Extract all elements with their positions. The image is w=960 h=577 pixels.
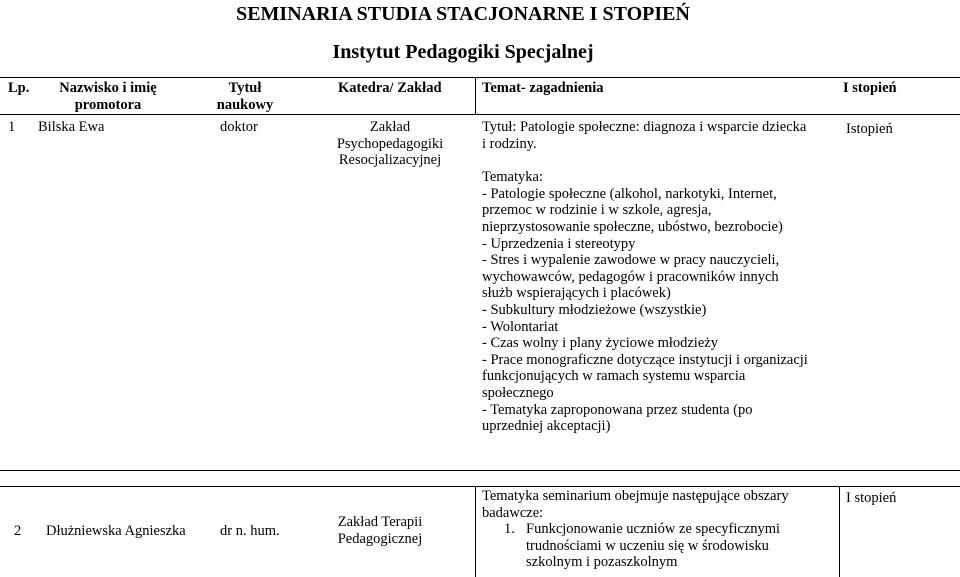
- row1-topic-line: społecznego: [482, 384, 554, 401]
- row1-topic-line: - Patologie społeczne (alkohol, narkotyki, Internet,: [482, 185, 777, 202]
- row2-topic-item-line: szkolnym i pozaszkolnym: [526, 554, 678, 571]
- row2-topic-item-line: Funkcjonowanie uczniów ze specyficznymi: [526, 521, 781, 538]
- row1-dept-line: Resocjalizacyjnej: [338, 152, 442, 169]
- header-title-line2: naukowy: [216, 96, 274, 113]
- row2-level: I stopień: [846, 490, 897, 506]
- row1-topic-line: - Uprzedzenia i stereotypy: [482, 235, 636, 252]
- row1-topic-line: - Wolontariat: [482, 318, 559, 335]
- row1-dept: [320, 119, 460, 169]
- row1-topic-line: służb wspierających i placówek): [482, 285, 671, 302]
- row1-topic-line: - Prace monograficzne dotyczące instytucji i organizacji: [482, 351, 808, 368]
- row2-dept-line: Zakład Terapii: [337, 514, 423, 530]
- row2-topic: [482, 488, 789, 571]
- header-dept: Katedra/ Zakład: [338, 80, 442, 96]
- col-divider-1: [475, 77, 476, 114]
- row2-topic-item-line: trudnościami w uczeniu się w środowisku: [526, 537, 769, 554]
- row1-dept-line: Zakład: [369, 119, 411, 135]
- row2-topic-intro-line: badawcze:: [482, 504, 544, 521]
- col-divider-3: [839, 486, 840, 577]
- header-title: [210, 80, 280, 113]
- row1-topic-line: - Stres i wypalenie zawodowe w pracy nauczycieli,: [482, 252, 780, 269]
- row1-topic-line: Tematyka:: [482, 169, 543, 186]
- row1-topic-line: - Czas wolny i plany życiowe młodzieży: [482, 335, 718, 352]
- table-top-border: [0, 77, 960, 78]
- row2-top-border: [0, 486, 960, 487]
- header-title-line1: Tytuł: [228, 80, 262, 96]
- row1-topic-line: nieprzystosowanie społeczne, ubóstwo, bezrobocie): [482, 218, 783, 235]
- page-title: SEMINARIA STUDIA STACJONARNE I STOPIEŃ: [236, 3, 690, 25]
- row2-topic-item-number: 1.: [504, 521, 515, 538]
- row1-topic-title-line: Tytuł: Patologie społeczne: diagnoza i wsparcie dziecka: [482, 119, 807, 135]
- row1-level: Istopień: [846, 121, 893, 137]
- header-name-line2: promotora: [74, 96, 142, 113]
- row1-topic-line: - Subkultury młodzieżowe (wszystkie): [482, 301, 707, 318]
- row2-dept-line: Pedagogicznej: [337, 530, 423, 547]
- row1-dept-line: Psychopedagogiki: [336, 135, 444, 152]
- row1-degree: doktor: [220, 119, 258, 135]
- row2-degree: dr n. hum.: [220, 523, 280, 539]
- row1-lp: 1: [8, 119, 16, 135]
- row1-topic-line: funkcjonujących w ramach systemu wsparcia: [482, 368, 746, 385]
- row2-dept: [320, 514, 440, 547]
- page-subtitle: Instytut Pedagogiki Specjalnej: [332, 41, 594, 63]
- header-name-line1: Nazwisko i imię: [59, 80, 157, 96]
- header-level: I stopień: [843, 80, 897, 96]
- row1-bottom-border: [0, 470, 960, 471]
- row2-topic-item: [482, 521, 789, 538]
- header-lp: Lp.: [8, 80, 30, 96]
- row2-name: Dłużniewska Agnieszka: [46, 523, 186, 539]
- header-topic: Temat- zagadnienia: [482, 80, 604, 96]
- row1-topic: [482, 119, 808, 435]
- row1-topic-line: - Tematyka zaproponowana przez studenta (po: [482, 401, 753, 418]
- header-name: [38, 80, 178, 113]
- row1-topic-title-line: i rodziny.: [482, 135, 537, 152]
- row1-topic-line: przemoc w rodzinie i w szkole, agresja,: [482, 202, 712, 219]
- row1-topic-line: uprzedniej akceptacji): [482, 418, 611, 435]
- col-divider-2: [475, 486, 476, 577]
- row1-topic-line: wychowawców, pedagogów i pracowników innych: [482, 268, 779, 285]
- row1-name: Bilska Ewa: [38, 119, 105, 135]
- row2-lp: 2: [14, 523, 22, 539]
- header-bottom-border: [0, 114, 960, 115]
- row2-topic-intro-line: Tematyka seminarium obejmuje następujące obszary: [482, 488, 789, 504]
